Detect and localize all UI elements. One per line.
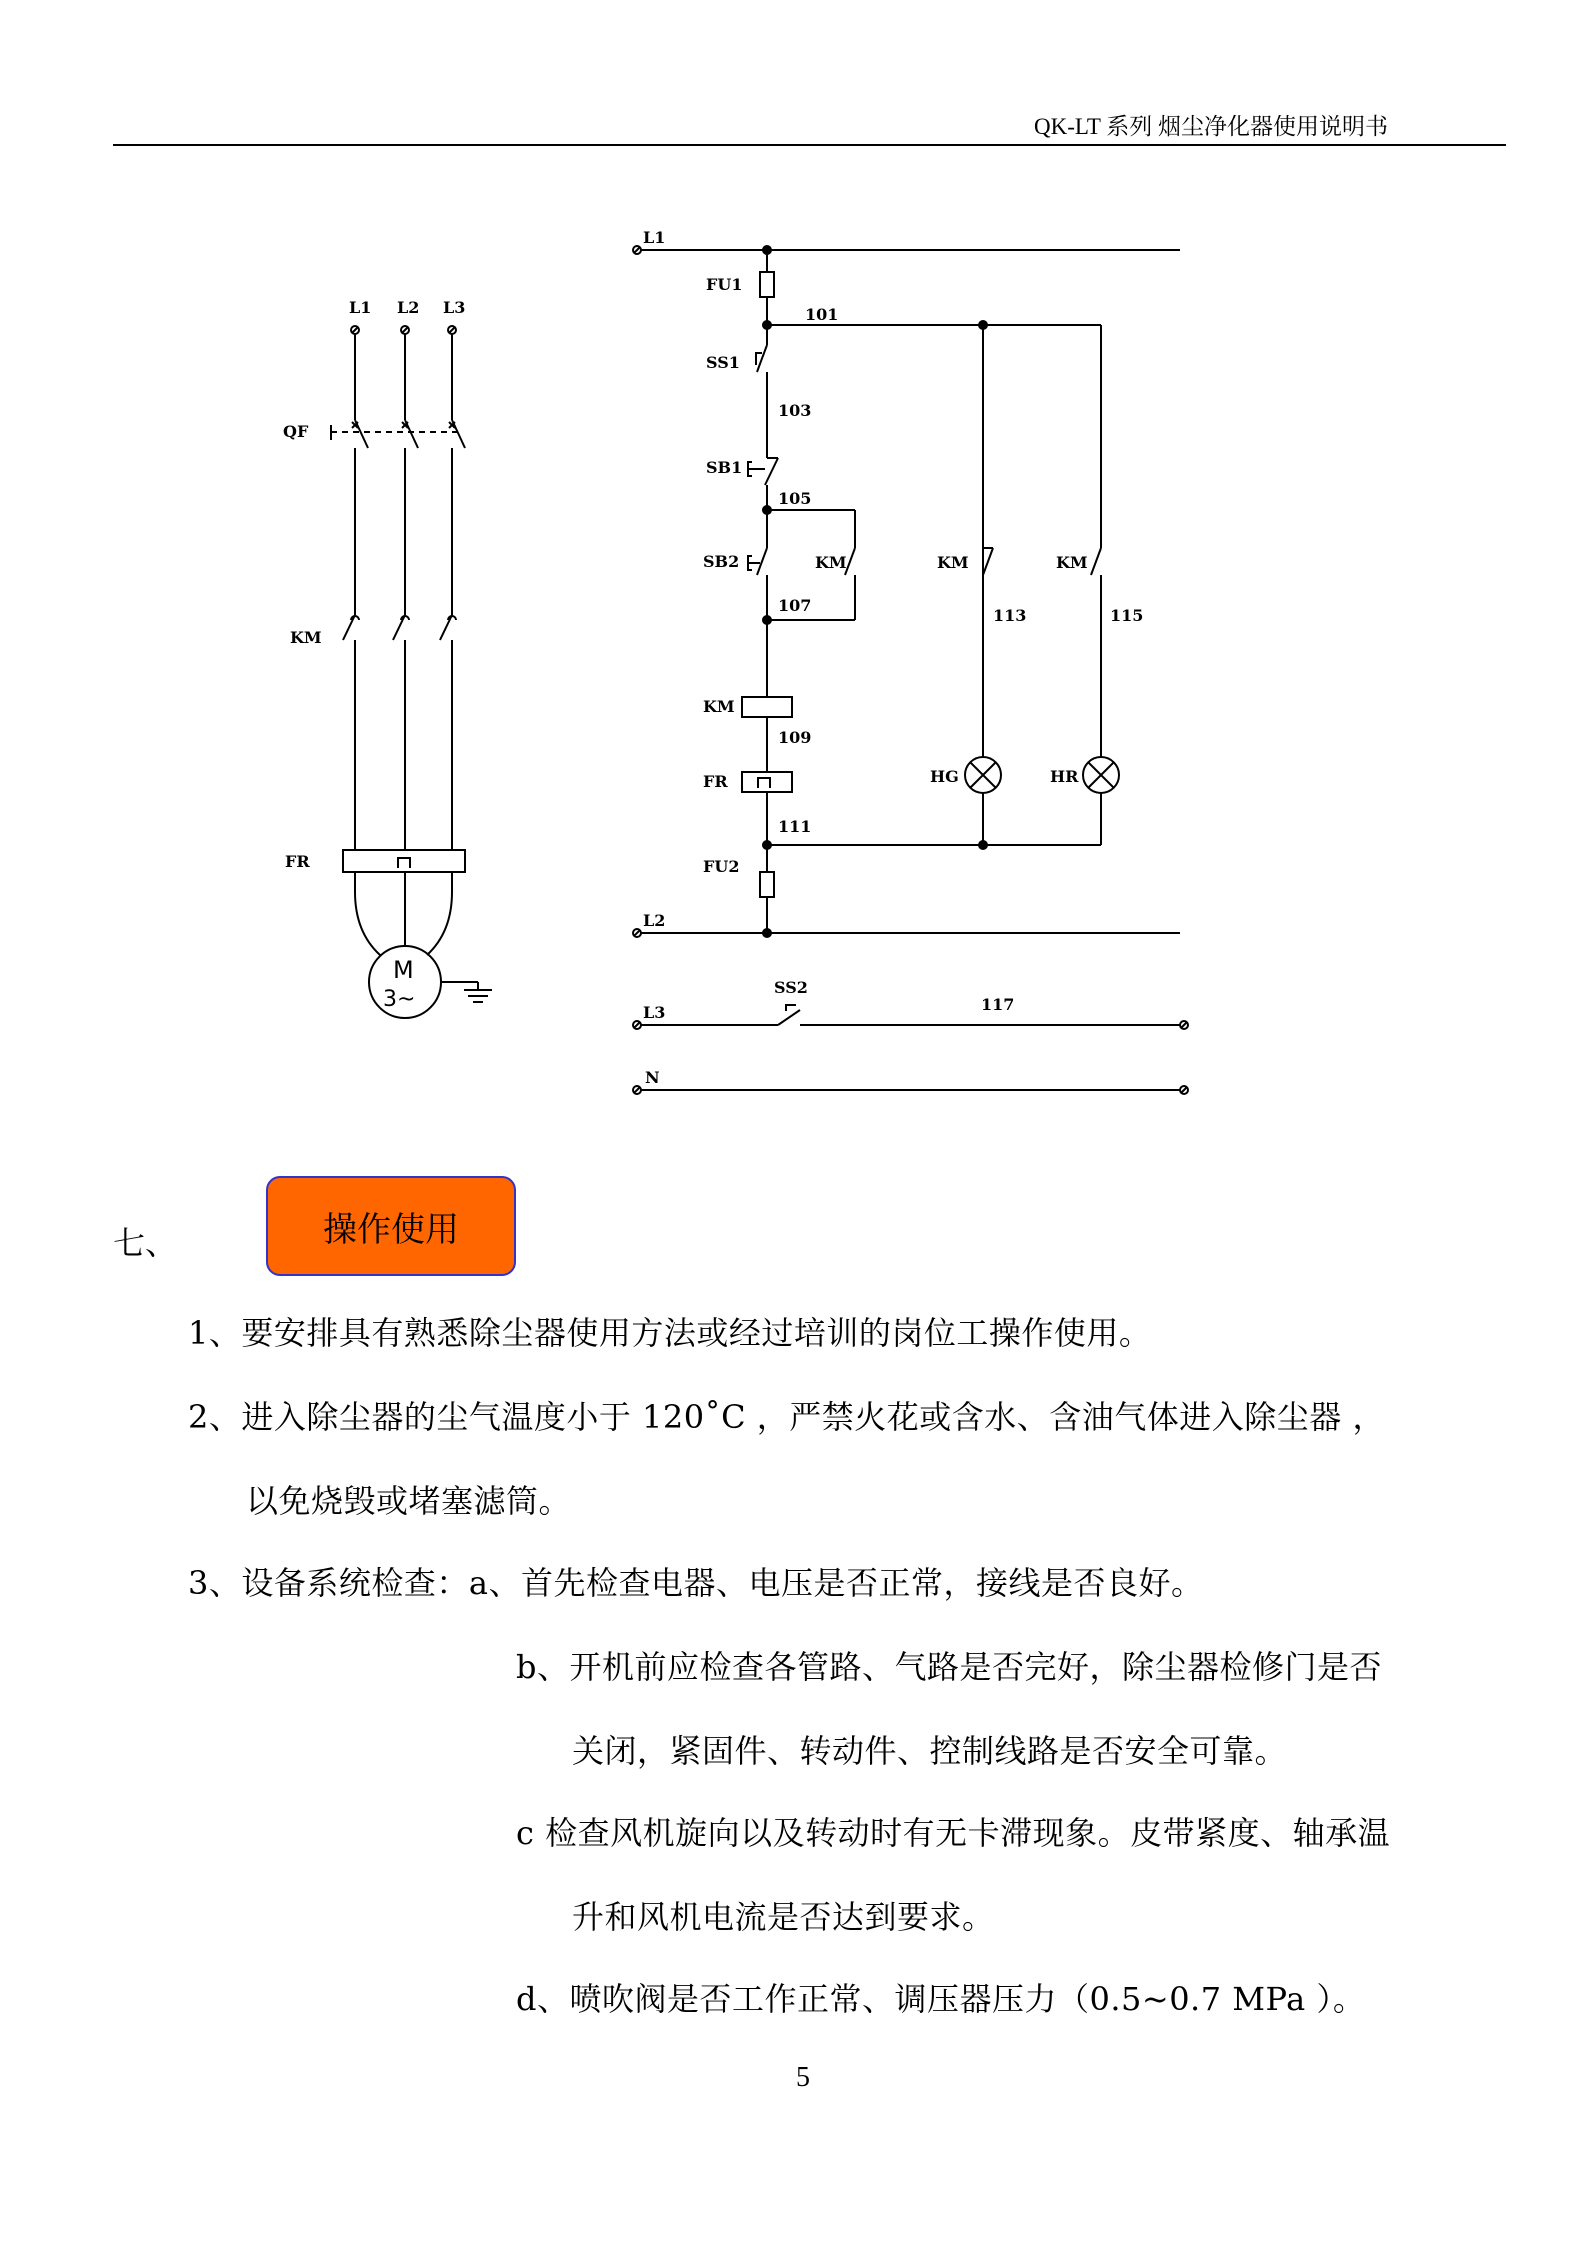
- label-l3-bus: L3: [643, 1003, 666, 1022]
- label-l2: L2: [397, 298, 420, 317]
- label-km-main: KM: [290, 628, 322, 647]
- label-fr-ctrl: FR: [703, 772, 728, 791]
- label-qf: QF: [283, 422, 309, 441]
- label-sb2: SB2: [703, 552, 740, 571]
- label-l1-bus: L1: [643, 228, 666, 247]
- paragraph-1: 1、要安排具有熟悉除尘器使用方法或经过培训的岗位工操作使用。: [188, 1314, 1152, 1352]
- label-l3: L3: [443, 298, 466, 317]
- paragraph-2-line-1: 2、进入除尘器的尘气温度小于 120˚C ，严禁火花或含水、含油气体进入除尘器 ，: [188, 1398, 1385, 1436]
- paragraph-3c-line-2: 升和风机电流是否达到要求。: [572, 1898, 995, 1936]
- document-header: QK-LT 系列 烟尘净化器使用说明书: [1034, 114, 1388, 139]
- paragraph-3b-line-1: b、开机前应检查各管路、气路是否完好，除尘器检修门是否: [516, 1648, 1382, 1686]
- paragraph-3c-line-1: c 检查风机旋向以及转动时有无卡滞现象。皮带紧度、轴承温: [516, 1814, 1391, 1852]
- section-title-badge: 操作使用: [266, 1176, 516, 1276]
- label-km-nc: KM: [937, 553, 969, 572]
- label-105: 105: [778, 489, 812, 508]
- paragraph-2-line-2: 以免烧毁或堵塞滤筒。: [246, 1482, 572, 1520]
- label-109: 109: [778, 728, 812, 747]
- motor-symbol: M: [393, 956, 414, 984]
- page-number: 5: [796, 2062, 810, 2093]
- label-113: 113: [993, 606, 1027, 625]
- label-103: 103: [778, 401, 812, 420]
- main-power-circuit: [283, 298, 492, 1018]
- control-circuit: [633, 228, 1188, 1094]
- label-ss2: SS2: [774, 978, 808, 997]
- label-n: N: [645, 1068, 660, 1087]
- label-107: 107: [778, 596, 812, 615]
- label-111: 111: [778, 817, 812, 836]
- label-sb1: SB1: [706, 458, 743, 477]
- label-hg: HG: [930, 767, 959, 786]
- label-fu1: FU1: [706, 275, 743, 294]
- label-km-coil: KM: [703, 697, 735, 716]
- label-l2-bus: L2: [643, 911, 666, 930]
- section-number: 七、: [113, 1224, 178, 1262]
- label-101: 101: [805, 305, 839, 324]
- paragraph-3b-line-2: 关闭，紧固件、转动件、控制线路是否安全可靠。: [572, 1732, 1288, 1770]
- motor-type: 3~: [383, 987, 416, 1012]
- label-hr: HR: [1050, 767, 1079, 786]
- label-fr-main: FR: [285, 852, 310, 871]
- label-l1: L1: [349, 298, 372, 317]
- label-117: 117: [981, 995, 1015, 1014]
- label-km-hold: KM: [815, 553, 847, 572]
- label-km-no: KM: [1056, 553, 1088, 572]
- paragraph-3a: 3、设备系统检查：a、首先检查电器、电压是否正常，接线是否良好。: [188, 1564, 1204, 1602]
- label-115: 115: [1110, 606, 1144, 625]
- paragraph-3d: d、喷吹阀是否工作正常、调压器压力（0.5~0.7 MPa ）。: [516, 1980, 1366, 2018]
- label-ss1: SS1: [706, 353, 740, 372]
- label-fu2: FU2: [703, 857, 740, 876]
